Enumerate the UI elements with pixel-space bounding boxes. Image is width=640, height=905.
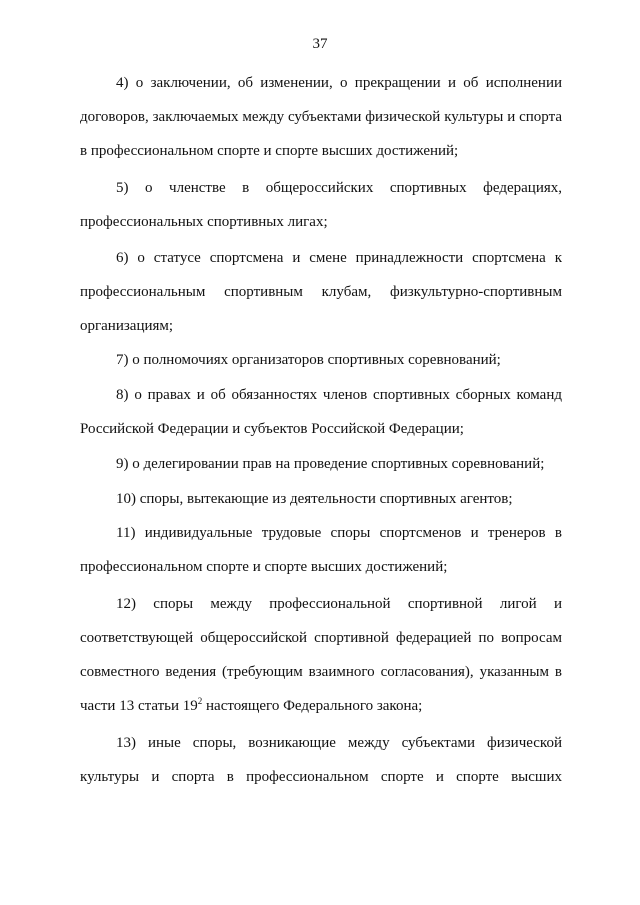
text-line: соответствующей общероссийской спортивной федерацией по вопросам [80, 630, 562, 646]
text-line: 7) о полномочиях организаторов спортивных соревнований; [116, 352, 501, 368]
text-line: 4) о заключении, об изменении, о прекращении и об исполнении [116, 75, 562, 91]
text-line [80, 697, 562, 715]
text-line: в профессиональном спорте и спорте высших достижений; [80, 143, 459, 159]
text-line: 10) споры, вытекающие из деятельности спортивных агентов; [116, 491, 513, 507]
text-line: договоров, заключаемых между субъектами физической культуры и спорта [80, 109, 562, 125]
text-line: 9) о делегировании прав на проведение спортивных соревнований; [116, 456, 545, 472]
text-line: Российской Федерации и субъектов Российской Федерации; [80, 421, 464, 437]
page-number: 37 [312, 36, 328, 52]
text-line: 13) иные споры, возникающие между субъектами физической [116, 735, 562, 751]
text-line: профессиональным спортивным клубам, физкультурно-спортивным [80, 284, 562, 300]
text-fragment: настоящего Федерального закона; [202, 698, 423, 714]
text-line: профессиональном спорте и спорте высших достижений; [80, 559, 448, 575]
text-line: 5) о членстве в общероссийских спортивных федерациях, [116, 180, 562, 196]
text-line: 8) о правах и об обязанностях членов спортивных сборных команд [116, 387, 562, 403]
text-fragment: части 13 статьи 19 [80, 698, 198, 714]
superscript: 2 [197, 697, 203, 706]
text-line: профессиональных спортивных лигах; [80, 214, 328, 230]
text-line: 6) о статусе спортсмена и смене принадлежности спортсмена к [116, 250, 562, 266]
text-line: 12) споры между профессиональной спортивной лигой и [116, 596, 562, 612]
text-line: 11) индивидуальные трудовые споры спортсменов и тренеров в [116, 525, 562, 541]
text-line: культуры и спорта в профессиональном спорте и спорте высших [80, 769, 562, 785]
text-line: организациям; [80, 318, 174, 334]
text-line: совместного ведения (требующим взаимного согласования), указанным в [80, 664, 562, 680]
